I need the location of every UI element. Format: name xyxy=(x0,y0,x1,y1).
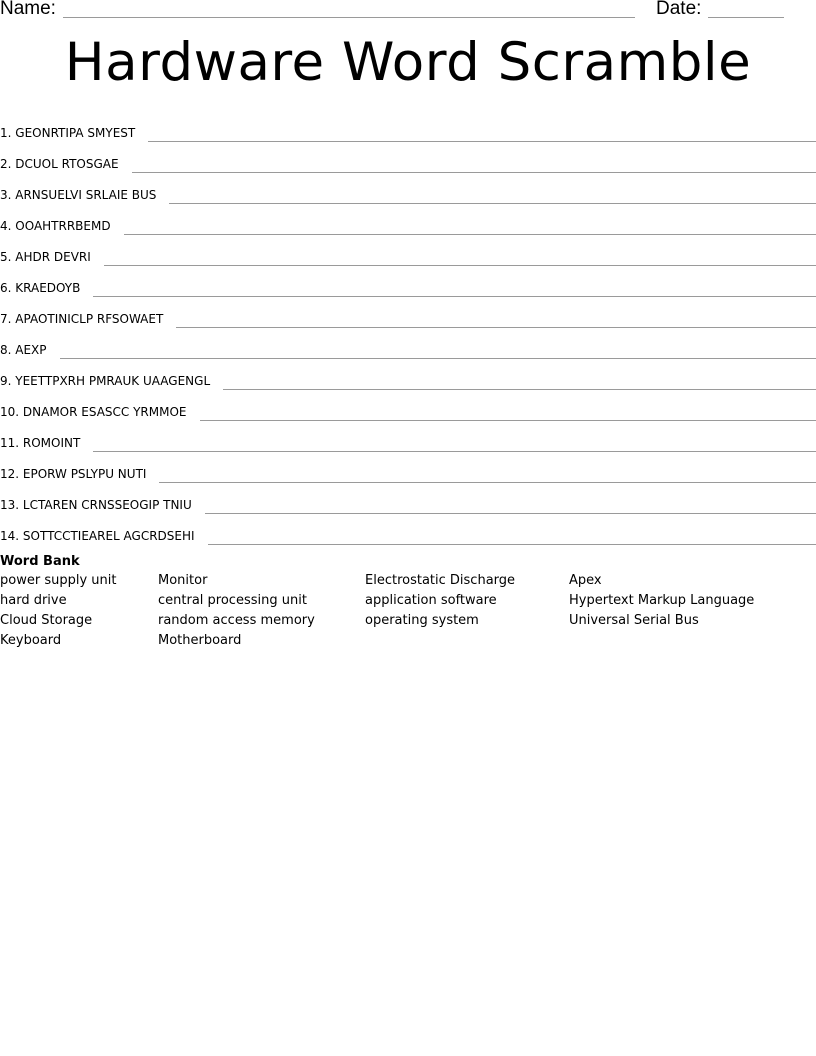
scrambled-word: 5. AHDR DEVRI xyxy=(0,250,91,264)
question-item xyxy=(0,328,816,359)
word-bank-item: Universal Serial Bus xyxy=(569,613,699,628)
scrambled-word: 1. GEONRTIPA SMYEST xyxy=(0,126,136,140)
name-field[interactable] xyxy=(63,17,635,18)
word-bank-item: central processing unit xyxy=(158,593,307,608)
question-item xyxy=(0,483,816,514)
answer-line[interactable] xyxy=(205,513,816,514)
answer-line[interactable] xyxy=(104,265,816,266)
question-item xyxy=(0,111,816,142)
word-bank-item: Monitor xyxy=(158,573,208,588)
answer-line[interactable] xyxy=(148,141,816,142)
scrambled-word: 3. ARNSUELVI SRLAIE BUS xyxy=(0,188,157,202)
question-item xyxy=(0,421,816,452)
scrambled-word: 10. DNAMOR ESASCC YRMMOE xyxy=(0,405,187,419)
date-label: Date: xyxy=(656,0,702,19)
word-bank-item: Motherboard xyxy=(158,633,242,648)
header xyxy=(0,0,816,22)
scrambled-word: 4. OOAHTRRBEMD xyxy=(0,219,111,233)
word-bank-item: random access memory xyxy=(158,613,315,628)
answer-line[interactable] xyxy=(169,203,816,204)
answer-line[interactable] xyxy=(132,172,816,173)
question-item xyxy=(0,297,816,328)
word-bank xyxy=(0,553,816,651)
date-field[interactable] xyxy=(708,17,784,18)
question-item xyxy=(0,390,816,421)
answer-line[interactable] xyxy=(124,234,816,235)
scrambled-word: 11. ROMOINT xyxy=(0,436,81,450)
scrambled-word: 14. SOTTCCTIEAREL AGCRDSEHI xyxy=(0,529,195,543)
answer-line[interactable] xyxy=(208,544,816,545)
scrambled-word: 2. DCUOL RTOSGAE xyxy=(0,157,119,171)
word-bank-item: application software xyxy=(365,593,497,608)
question-item xyxy=(0,142,816,173)
answer-line[interactable] xyxy=(223,389,816,390)
word-bank-title: Word Bank xyxy=(0,554,80,569)
answer-line[interactable] xyxy=(93,451,816,452)
answer-line[interactable] xyxy=(159,482,816,483)
question-item xyxy=(0,514,816,545)
question-item xyxy=(0,204,816,235)
scrambled-word: 13. LCTAREN CRNSSEOGIP TNIU xyxy=(0,498,192,512)
question-list xyxy=(0,111,816,545)
question-item xyxy=(0,452,816,483)
page-title: Hardware Word Scramble xyxy=(64,32,752,93)
question-item xyxy=(0,359,816,390)
word-bank-item: operating system xyxy=(365,613,479,628)
word-bank-item: Hypertext Markup Language xyxy=(569,593,755,608)
word-bank-item: Apex xyxy=(569,573,602,588)
word-bank-item: Keyboard xyxy=(0,633,62,648)
answer-line[interactable] xyxy=(60,358,816,359)
word-bank-item: Cloud Storage xyxy=(0,613,93,628)
question-item xyxy=(0,173,816,204)
scrambled-word: 8. AEXP xyxy=(0,343,47,357)
scrambled-word: 12. EPORW PSLYPU NUTI xyxy=(0,467,147,481)
answer-line[interactable] xyxy=(176,327,816,328)
scrambled-word: 7. APAOTINICLP RFSOWAET xyxy=(0,312,164,326)
scrambled-word: 9. YEETTPXRH PMRAUK UAAGENGL xyxy=(0,374,211,388)
word-bank-item: Electrostatic Discharge xyxy=(365,573,516,588)
word-bank-item: power supply unit xyxy=(0,573,117,588)
word-bank-item: hard drive xyxy=(0,593,67,608)
answer-line[interactable] xyxy=(200,420,816,421)
question-item xyxy=(0,266,816,297)
word-bank-grid xyxy=(0,571,816,651)
name-label: Name: xyxy=(0,0,56,19)
scrambled-word: 6. KRAEDOYB xyxy=(0,281,81,295)
answer-line[interactable] xyxy=(93,296,816,297)
question-item xyxy=(0,235,816,266)
